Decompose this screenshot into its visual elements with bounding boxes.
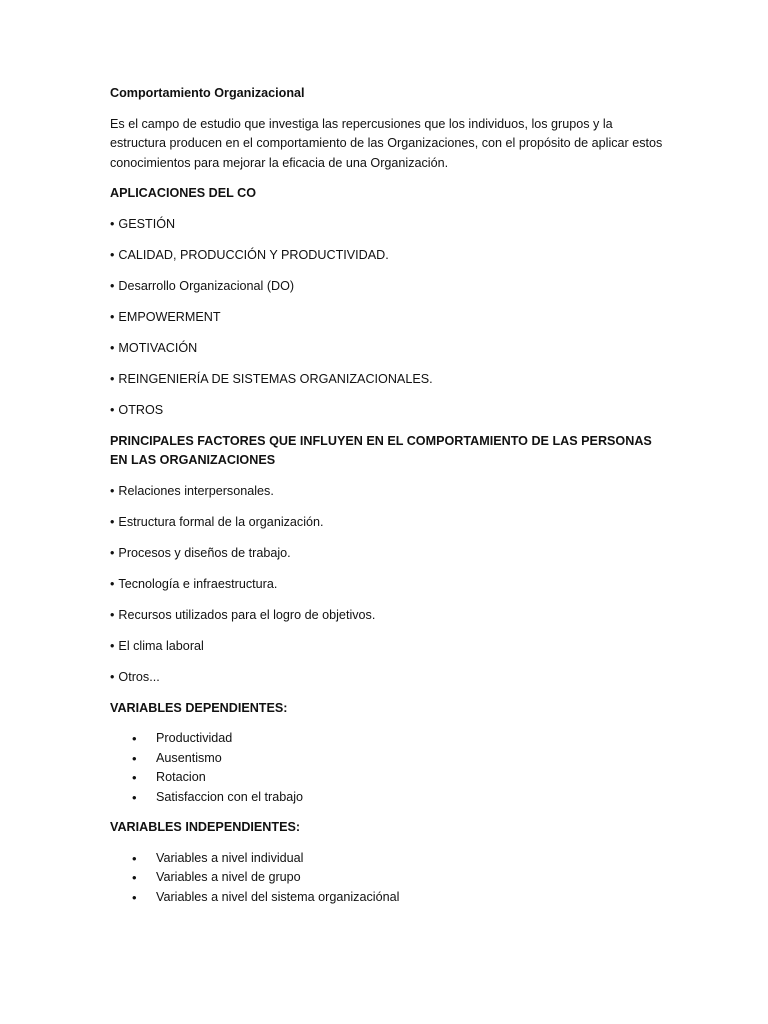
bullet: •: [110, 247, 115, 262]
intro-paragraph: Es el campo de estudio que investiga las repercusiones que los individuos, los grupos y la estructura producen en el comportamiento de las Organizaciones, con el propósito de aplicar estos conocimientos para mejorar la eficacia de una Organización.: [110, 116, 663, 170]
list-item-text: Satisfaccion con el trabajo: [156, 789, 304, 804]
list-item-text: REINGENIERÍA DE SISTEMAS ORGANIZACIONALES.: [118, 371, 433, 386]
list-item: [110, 606, 670, 626]
list-item-text: Estructura formal de la organización.: [118, 514, 324, 529]
list-item-text: MOTIVACIÓN: [118, 340, 198, 355]
list-item-text: CALIDAD, PRODUCCIÓN Y PRODUCTIVIDAD.: [118, 247, 389, 262]
list-item: [110, 868, 670, 888]
list-item: [110, 729, 670, 749]
list-item: [110, 544, 670, 564]
bullet: •: [132, 789, 137, 805]
bullet: •: [110, 576, 115, 591]
list-item: [110, 668, 670, 688]
list-item: [110, 277, 670, 297]
list-item: [110, 513, 670, 533]
bullet: •: [110, 638, 115, 653]
list-item: [110, 339, 670, 359]
list-item-text: Variables a nivel del sistema organizaciónal: [156, 889, 400, 904]
bullet: •: [110, 216, 115, 231]
bullet: •: [110, 278, 115, 293]
list-item: [110, 575, 670, 595]
list-item: [110, 215, 670, 235]
list-item-text: Productividad: [156, 731, 233, 745]
list-item: [110, 370, 670, 390]
list-item: [110, 308, 670, 328]
bullet: •: [110, 545, 115, 560]
list-item-text: OTROS: [118, 402, 164, 417]
aplicaciones-heading: APLICACIONES DEL CO: [110, 186, 257, 200]
bullet: •: [132, 731, 137, 746]
aplicaciones-list: [110, 215, 670, 421]
list-item-text: Tecnología e infraestructura.: [118, 576, 278, 591]
list-item-text: Procesos y diseños de trabajo.: [118, 545, 291, 560]
factores-list: [110, 482, 670, 688]
bullet: •: [132, 850, 137, 866]
bullet: •: [110, 371, 115, 386]
list-item-text: Variables a nivel de grupo: [156, 870, 301, 884]
bullet: •: [110, 340, 115, 355]
dependientes-heading: VARIABLES DEPENDIENTES:: [110, 700, 288, 715]
bullet: •: [132, 870, 137, 885]
list-item: [110, 637, 670, 657]
document-title: Comportamiento Organizacional: [110, 86, 305, 100]
independientes-heading: VARIABLES INDEPENDIENTES:: [110, 820, 301, 834]
document-body: [110, 84, 670, 918]
list-item-text: Desarrollo Organizacional (DO): [118, 278, 295, 293]
list-item-text: Relaciones interpersonales.: [118, 483, 274, 498]
bullet: •: [110, 483, 115, 498]
bullet: •: [132, 770, 137, 785]
list-item-text: Ausentismo: [156, 750, 222, 765]
list-item-text: Otros...: [118, 669, 160, 684]
bullet: •: [110, 309, 115, 324]
list-item-text: Variables a nivel individual: [156, 850, 304, 865]
list-item-text: GESTIÓN: [118, 216, 176, 231]
bullet: •: [110, 669, 115, 684]
list-item: [110, 788, 670, 808]
bullet: •: [110, 607, 115, 622]
list-item: [110, 246, 670, 266]
bullet: •: [110, 514, 115, 529]
bullet: •: [110, 402, 115, 417]
dependientes-list: [110, 729, 670, 807]
bullet: •: [132, 889, 137, 905]
list-item: [110, 482, 670, 502]
list-item: [110, 749, 670, 769]
list-item: [110, 401, 670, 421]
list-item-text: EMPOWERMENT: [118, 309, 221, 324]
list-item-text: El clima laboral: [118, 638, 204, 653]
list-item: [110, 849, 670, 869]
independientes-list: [110, 849, 670, 908]
list-item-text: Rotacion: [156, 770, 206, 784]
factores-heading: PRINCIPALES FACTORES QUE INFLUYEN EN EL COMPORTAMIENTO DE LAS PERSONAS EN LAS ORGANIZACIONES: [110, 433, 652, 467]
list-item: [110, 768, 670, 788]
bullet: •: [132, 750, 137, 766]
list-item: [110, 888, 670, 908]
list-item-text: Recursos utilizados para el logro de objetivos.: [118, 607, 376, 622]
